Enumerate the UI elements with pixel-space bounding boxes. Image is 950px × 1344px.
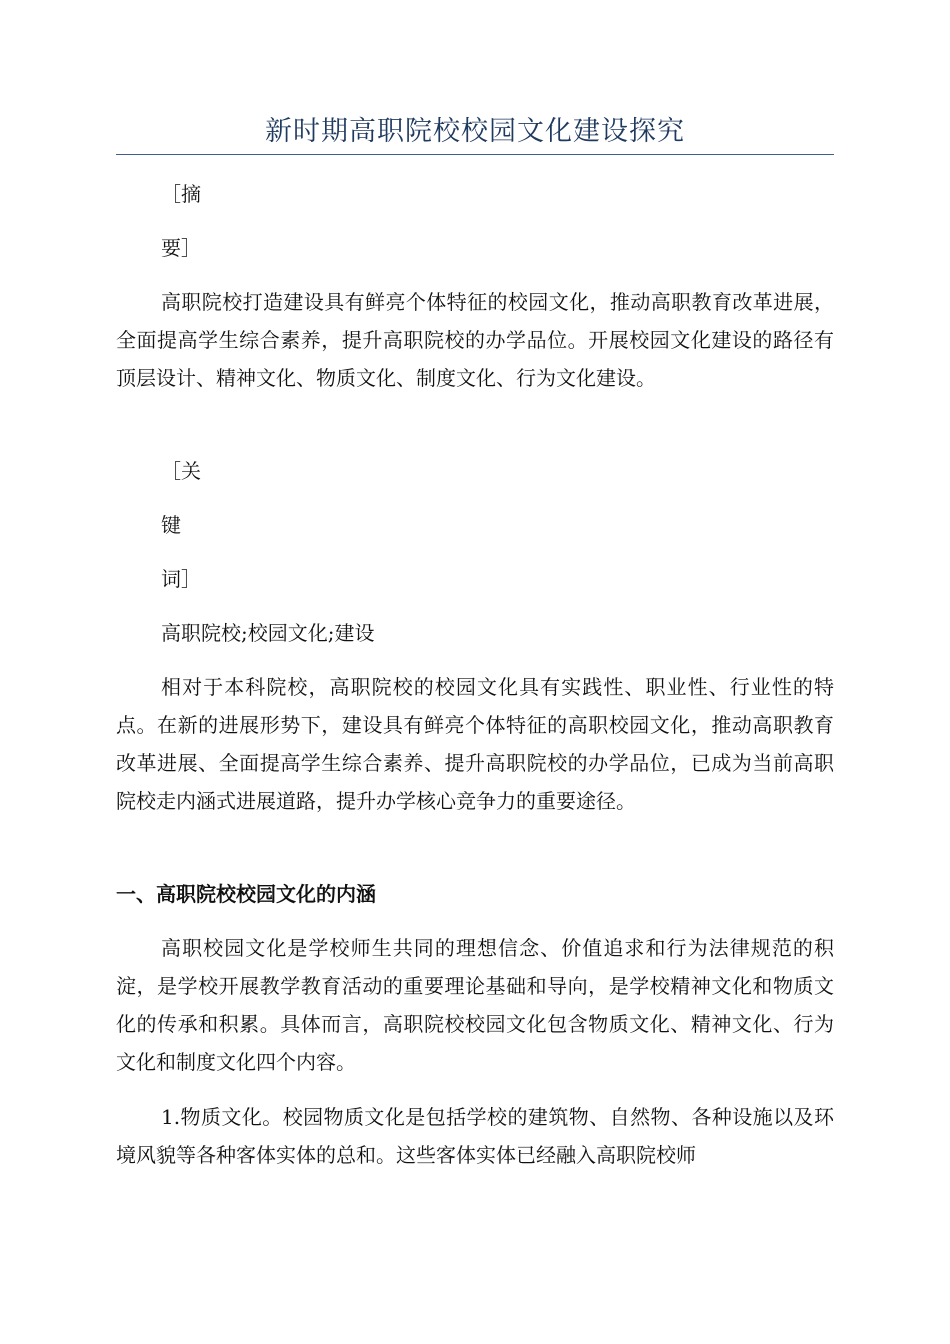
section1-heading: 一、高职院校校园文化的内涵 (116, 882, 376, 906)
abstract-label-line2: 要］ (161, 236, 201, 260)
abstract-label-line1: ［摘 (161, 182, 201, 206)
document-title: 新时期高职院校校园文化建设探究 (265, 116, 685, 147)
abstract-text: 高职院校打造建设具有鲜亮个体特征的校园文化，推动高职教育改革进展，全面提高学生综合素养，提升高职院校的办学品位。开展校园文化建设的路径有顶层设计、精神文化、物质文化、制度文化、行为文化建设。 (116, 290, 834, 390)
keywords-label-line3: 词］ (161, 567, 201, 591)
section1-item1: 1.物质文化。校园物质文化是包括学校的建筑物、自然物、各种设施以及环境风貌等各种客体实体的总和。这些客体实体已经融入高职院校师 (116, 1105, 834, 1167)
keywords-text: 高职院校;校园文化;建设 (161, 621, 375, 645)
keywords-label-line2: 键 (161, 513, 181, 537)
section1-paragraph: 高职校园文化是学校师生共同的理想信念、价值追求和行为法律规范的积淀，是学校开展教学教育活动的重要理论基础和导向，是学校精神文化和物质文化的传承和积累。具体而言，高职院校校园文化包含物质文化、精神文化、行为文化和制度文化四个内容。 (116, 936, 834, 1074)
intro-paragraph: 相对于本科院校，高职院校的校园文化具有实践性、职业性、行业性的特点。在新的进展形势下，建设具有鲜亮个体特征的高职校园文化，推动高职教育改革进展、全面提高学生综合素养、提升高职院校的办学品位，已成为当前高职院校走内涵式进展道路，提升办学核心竞争力的重要途径。 (116, 675, 834, 813)
title-underline (116, 154, 834, 155)
keywords-label-line1: ［关 (161, 459, 201, 483)
